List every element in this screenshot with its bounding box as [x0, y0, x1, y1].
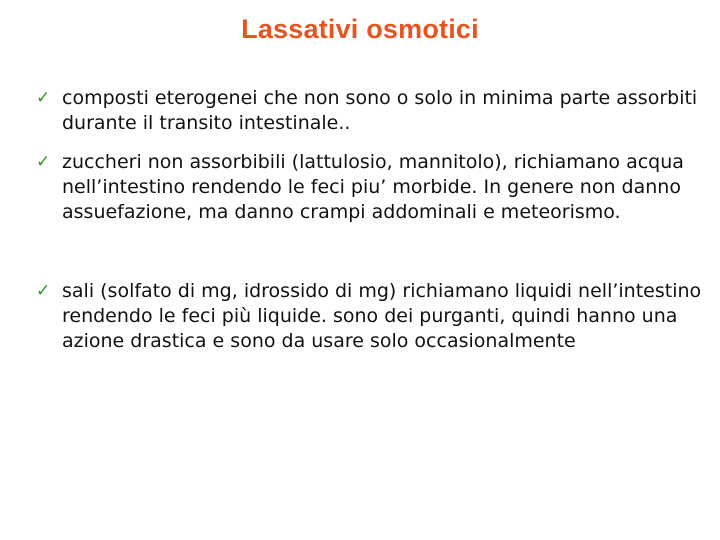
bullet-item [36, 86, 706, 136]
bullet-text: zuccheri non assorbibili (lattulosio, mannitolo), richiamano acqua nell’intestino rendendo le feci piu’ morbide. In genere non danno assuefazione, ma danno crampi addominali e meteorismo. [62, 151, 684, 223]
bullet-text: composti eterogenei che non sono o solo in minima parte assorbiti durante il transito intestinale.. [62, 87, 698, 134]
check-mark-icon: ✓ [36, 281, 51, 301]
bullet-item [36, 279, 706, 354]
check-mark-icon: ✓ [36, 152, 51, 172]
bullet-list [36, 86, 706, 354]
check-mark-icon: ✓ [36, 88, 51, 108]
bullet-item [36, 150, 706, 225]
bullet-text: sali (solfato di mg, idrossido di mg) richiamano liquidi nell’intestino rendendo le feci più liquide. sono dei purganti, quindi hanno una azione drastica e sono da usare solo occasionalmente [62, 280, 702, 352]
slide-title: Lassativi osmotici [241, 14, 479, 44]
